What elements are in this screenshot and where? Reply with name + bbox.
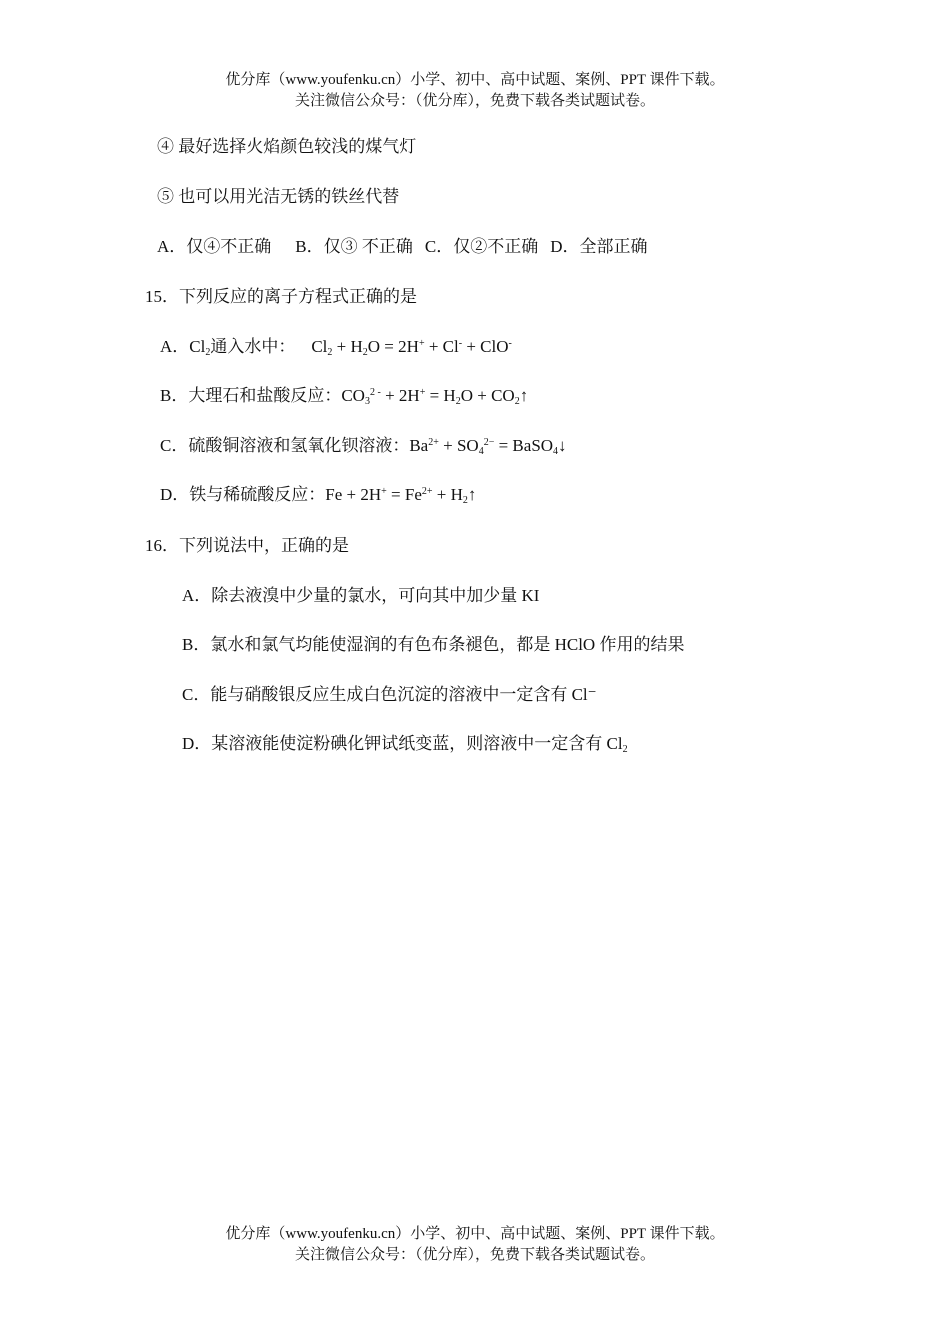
q16-option-c: C．能与硝酸银反应生成白色沉淀的溶液中一定含有 Cl⁻ bbox=[182, 685, 597, 704]
down-arrow-icon: ↓ bbox=[558, 436, 567, 455]
q14-options bbox=[157, 235, 648, 259]
header-line-2: 关注微信公众号：（优分库），免费下载各类试题试卷。 bbox=[294, 93, 655, 109]
up-arrow-icon: ↑ bbox=[467, 485, 477, 504]
q14-option-a: A．仅④不正确 bbox=[157, 237, 272, 256]
q16-option-a: A．除去液溴中少量的氯水，可向其中加少量 KI bbox=[182, 586, 540, 605]
up-arrow-icon: ↑ bbox=[519, 386, 529, 405]
q16-stem: 16．下列说法中，正确的是 bbox=[145, 536, 349, 555]
header-line-1: 优分库（www.youfenku.cn）小学、初中、高中试题、案例、PPT 课件下载。 bbox=[225, 72, 725, 88]
q16-option-b: B．氯水和氯气均能使湿润的有色布条褪色，都是 HClO 作用的结果 bbox=[182, 635, 685, 654]
q15-option-a: A．$Cl_2$通入水中： $Cl_2 + H_2O = 2H^+ + Cl^- + ClO^-$ bbox=[160, 337, 512, 358]
q14-item-4: ④ 最好选择火焰颜色较浅的煤气灯 bbox=[157, 137, 417, 156]
q14-option-c: C．仅②不正确 bbox=[424, 237, 539, 256]
footer-line-2: 关注微信公众号：（优分库），免费下载各类试题试卷。 bbox=[294, 1247, 655, 1263]
q14-item-5: ⑤ 也可以用光洁无锈的铁丝代替 bbox=[157, 187, 400, 206]
q16-option-d: D．某溶液能使淀粉碘化钾试纸变蓝，则溶液中一定含有 $Cl_2$ bbox=[182, 734, 628, 755]
q15-stem: 15．下列反应的离子方程式正确的是 bbox=[145, 287, 417, 306]
q15-option-b: B．大理石和盐酸反应：$CO_3^{2 -} + 2H^+ = H_2O$ + $CO_2↑$ bbox=[160, 386, 529, 407]
q14-option-b: B．仅③ 不正确 bbox=[295, 237, 413, 256]
q15-option-c: C．硫酸铜溶液和氢氧化钡溶液：$Ba^{2+} + SO_4^{2-}$ = BaSO$_4$↓ bbox=[160, 436, 567, 457]
footer-line-1: 优分库（www.youfenku.cn）小学、初中、高中试题、案例、PPT 课件下载。 bbox=[225, 1226, 725, 1242]
q15-option-d: D．铁与稀硫酸反应：$Fe + 2H^+ = Fe^{2+}$ + $H_2↑$ bbox=[160, 485, 477, 506]
q14-option-d: D．全部正确 bbox=[550, 237, 648, 256]
